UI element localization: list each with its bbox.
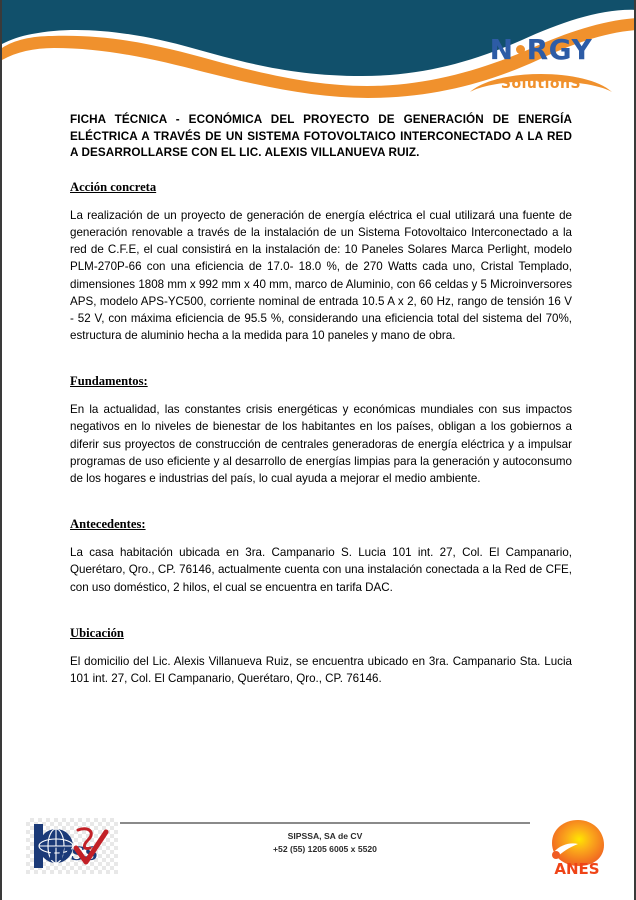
section-heading: Acción concreta	[70, 179, 157, 194]
sipssa-logo-icon	[26, 818, 118, 874]
brand-arc-wrapper	[466, 66, 616, 96]
section-paragraph: El domicilio del Lic. Alexis Villanueva Ruiz, se encuentra ubicado en 3ra. Campanario Sta. Lucia 101 int. 27, Col. El Campanario, Querétaro, Qro., CP. 76146.	[70, 654, 572, 685]
document-content	[70, 112, 572, 703]
footer-contact-block	[120, 830, 530, 857]
section-heading: Ubicación	[70, 625, 124, 640]
section-antecedentes	[70, 517, 572, 596]
brand-dot-icon	[516, 45, 525, 54]
section-accion-concreta	[70, 180, 572, 344]
section-paragraph: En la actualidad, las constantes crisis energéticas y económicas mundiales con sus impactos negativos en lo niveles de bienestar de los habitantes en los países, obligan a los gobiernos a diferir sus proyectos de construcción de centrales generadoras de energía eléctrica y a impulsar programas de uso eficiente y al desarrollo de energías limpias para la generación y autoconsumo de los hogares e industrias del país, lo cual ayuda a mejorar el medio ambiente.	[70, 403, 572, 485]
section-fundamentos	[70, 374, 572, 487]
section-heading: Fundamentos:	[70, 374, 148, 389]
footer-divider	[120, 822, 530, 824]
page-footer	[2, 808, 636, 882]
svg-text:ANES: ANES	[554, 860, 600, 876]
brand-wordmark	[466, 33, 616, 66]
section-ubicacion	[70, 626, 572, 687]
section-heading: Antecedentes:	[70, 517, 146, 532]
footer-company-name: SIPSSA, SA de CV	[287, 831, 363, 841]
svg-text:IPSS: IPSS	[48, 843, 99, 865]
brand-logo	[466, 33, 616, 98]
anes-logo-icon	[538, 814, 616, 876]
brand-name-tail: RGY	[526, 33, 593, 66]
page-title: FICHA TÉCNICA - ECONÓMICA DEL PROYECTO DE GENERACIÓN DE ENERGÍA ELÉCTRICA A TRAVÉS DE UN SISTEMA FOTOVOLTAICO INTERCONECTADO A LA RED A DESARROLLARSE CON EL LIC. ALEXIS VILLANUEVA RUIZ.	[70, 113, 572, 160]
section-paragraph: La casa habitación ubicada en 3ra. Campanario S. Lucia 101 int. 27, Col. El Campanario, Querétaro, Qro., CP. 76146, actualmente cuenta con una instalación conectada a la Red de CFE, con uso doméstico, 2 hilos, el cual se encuentra en tarifa DAC.	[70, 546, 572, 594]
brand-name-head: N	[489, 33, 514, 66]
section-paragraph: La realización de un proyecto de generación de energía eléctrica el cual utilizará una fuente de generación renovable a través de la instalación de un Sistema Fotovoltaico Interconectado a la red de C.F.E, el cual consistirá en la instalación de: 10 Paneles Solares Marca Perlight, modelo PLM-270P-66 con una eficiencia de 17.0- 18.0 %, de 270 Watts cada uno, Cristal Templado, dimensiones 1808 mm x 992 mm x 40 mm, marco de Aluminio, con 66 celdas y 5 Microinversores APS, modelo APS-YC500, corriente nominal de entrada 10.5 A x 2, 60 Hz, rango de tensión 16 V - 52 V, con máxima eficiencia de 95.5 %, considerando una eficiencia total del sistema del 70%, estructura de aluminio hecha a la medida para 10 paneles y mano de obra.	[70, 208, 572, 343]
footer-phone: +52 (55) 1205 6005 x 5520	[273, 844, 377, 855]
brand-tagline: SolutionS	[500, 76, 582, 92]
